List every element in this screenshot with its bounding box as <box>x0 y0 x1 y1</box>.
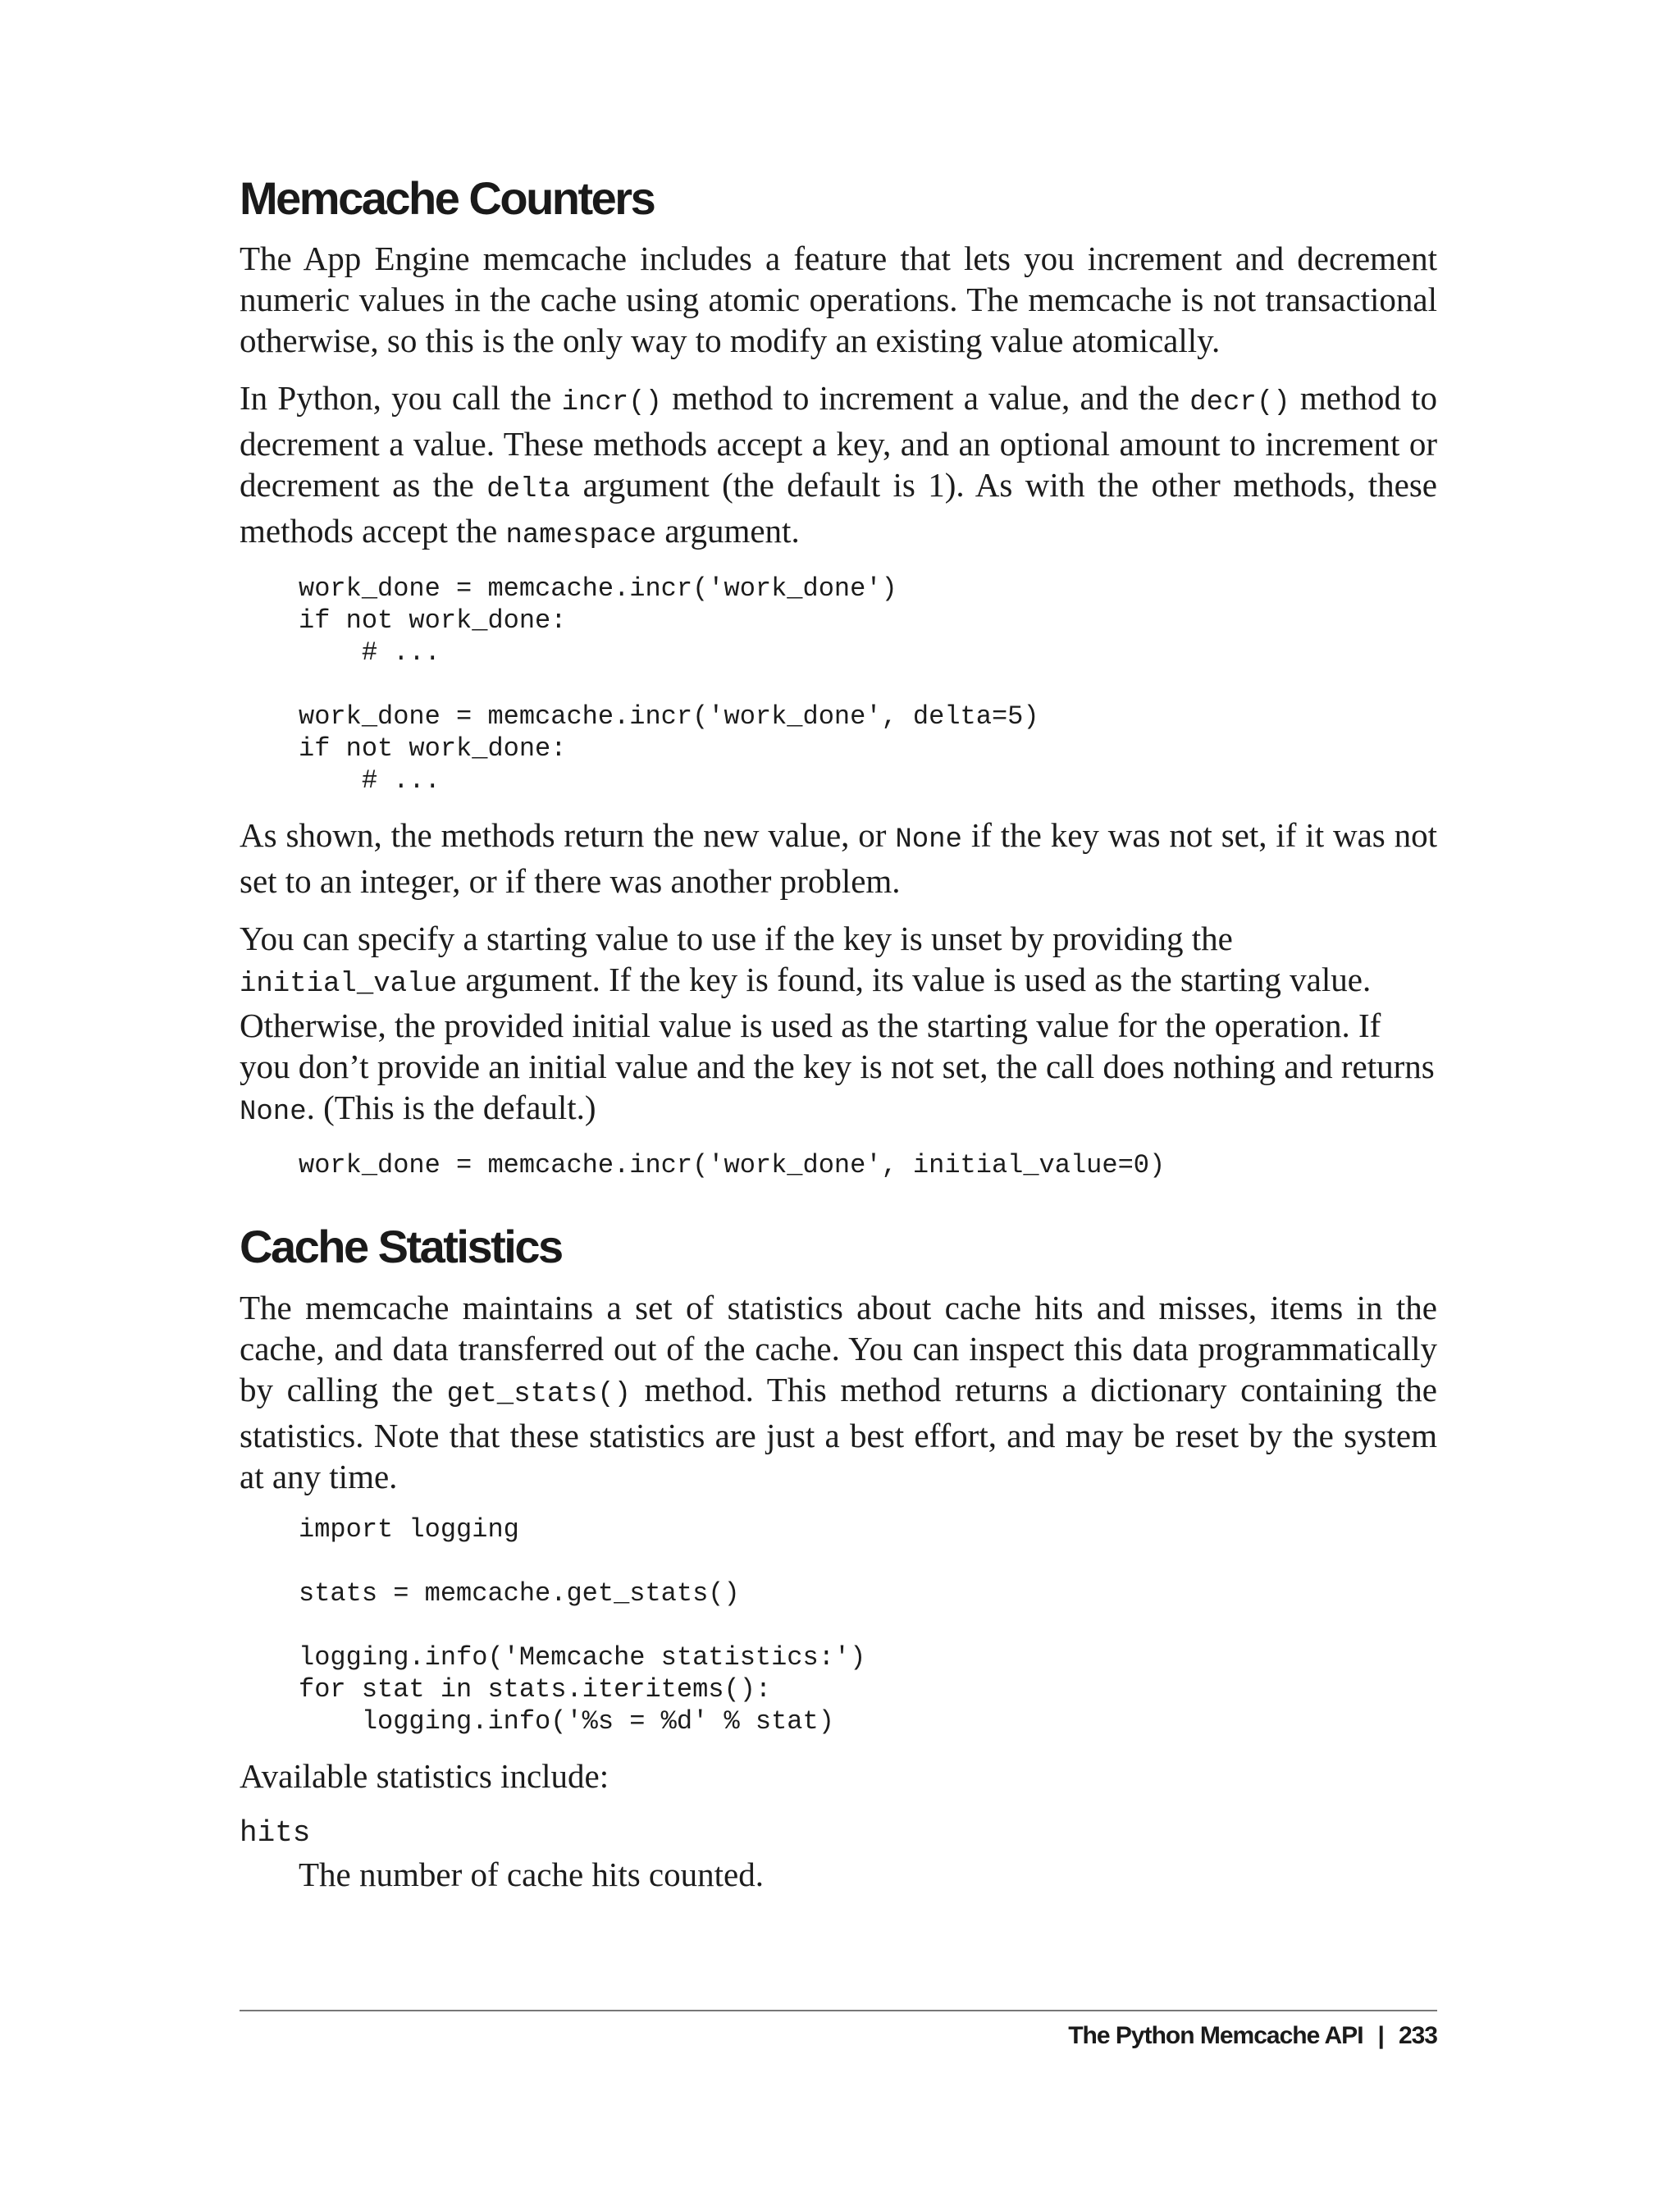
code-block-incr-example: work_done = memcache.incr('work_done') if not work_done: # ... work_done = memcache.incr('work_done', delta=5) if not work_done: # ... <box>299 573 1039 797</box>
inline-code-initial-value: initial_value <box>240 969 458 1001</box>
inline-code-get-stats: get_stats() <box>446 1378 632 1410</box>
footer-divider <box>240 2010 1437 2011</box>
code-block-initial-value-example: work_done = memcache.incr('work_done', initial_value=0) <box>299 1150 1166 1181</box>
page-footer <box>1068 2022 1437 2050</box>
section-heading-cache-statistics: Cache Statistics <box>240 1221 562 1273</box>
code-block-get-stats-example: import logging stats = memcache.get_stats() logging.info('Memcache statistics:') for stat in stats.iteritems(): logging.info('%s = %d' % stat) <box>299 1513 866 1737</box>
paragraph-incr-decr: In Python, you call the incr() method to increment a value, and the decr() method to decrement a value. These methods accept a key, and an optional amount to increment or decrement as the delta argument (the default is 1). As with the other methods, these methods accept the namespace argument. <box>240 379 1438 552</box>
inline-code-none-default: None <box>240 1097 307 1129</box>
footer-chapter-title: The Python Memcache API <box>1068 2022 1363 2049</box>
definition-term-hits: hits <box>240 1815 311 1850</box>
inline-code-none: None <box>895 824 962 856</box>
paragraph-counters-intro: The App Engine memcache includes a feature that lets you increment and decrement numeric values in the cache using atomic operations. The memcache is not transactional otherwise, so this is the only way to modify an existing value atomically. <box>240 240 1437 360</box>
inline-code-decr: decr() <box>1189 387 1290 419</box>
paragraph-return-value: As shown, the methods return the new value, or None if the key was not set, if it was not set to an integer, or if there was another problem. <box>240 816 1437 901</box>
paragraph-statistics-intro: The memcache maintains a set of statistics about cache hits and misses, items in the cache, and data transferred out of the cache. You can inspect this data programmatically by calling the get_stats() method. This method returns a dictionary containing the statistics. Note that these statistics are just a best effort, and may be reset by the system at any time. <box>240 1288 1437 1495</box>
paragraph-available-statistics: Available statistics include: <box>240 1756 609 1795</box>
page-content <box>240 172 1437 1895</box>
page-number: 233 <box>1398 2022 1437 2049</box>
inline-code-incr: incr() <box>561 387 662 419</box>
definition-hits-description: The number of cache hits counted. <box>299 1855 764 1893</box>
paragraph-initial-value: You can specify a starting value to use if the key is unset by providing the initial_value argument. If the key is found, its value is used as the starting value. Otherwise, the provided initial value is used as the starting value for the operation. If you don’t provide an initial value and the key is not set, the call does nothing and returns None. (This is the default.) <box>240 920 1435 1129</box>
inline-code-delta: delta <box>486 474 571 506</box>
section-heading-memcache-counters: Memcache Counters <box>240 172 655 224</box>
inline-code-namespace: namespace <box>505 520 657 552</box>
footer-separator: | <box>1377 2022 1384 2049</box>
